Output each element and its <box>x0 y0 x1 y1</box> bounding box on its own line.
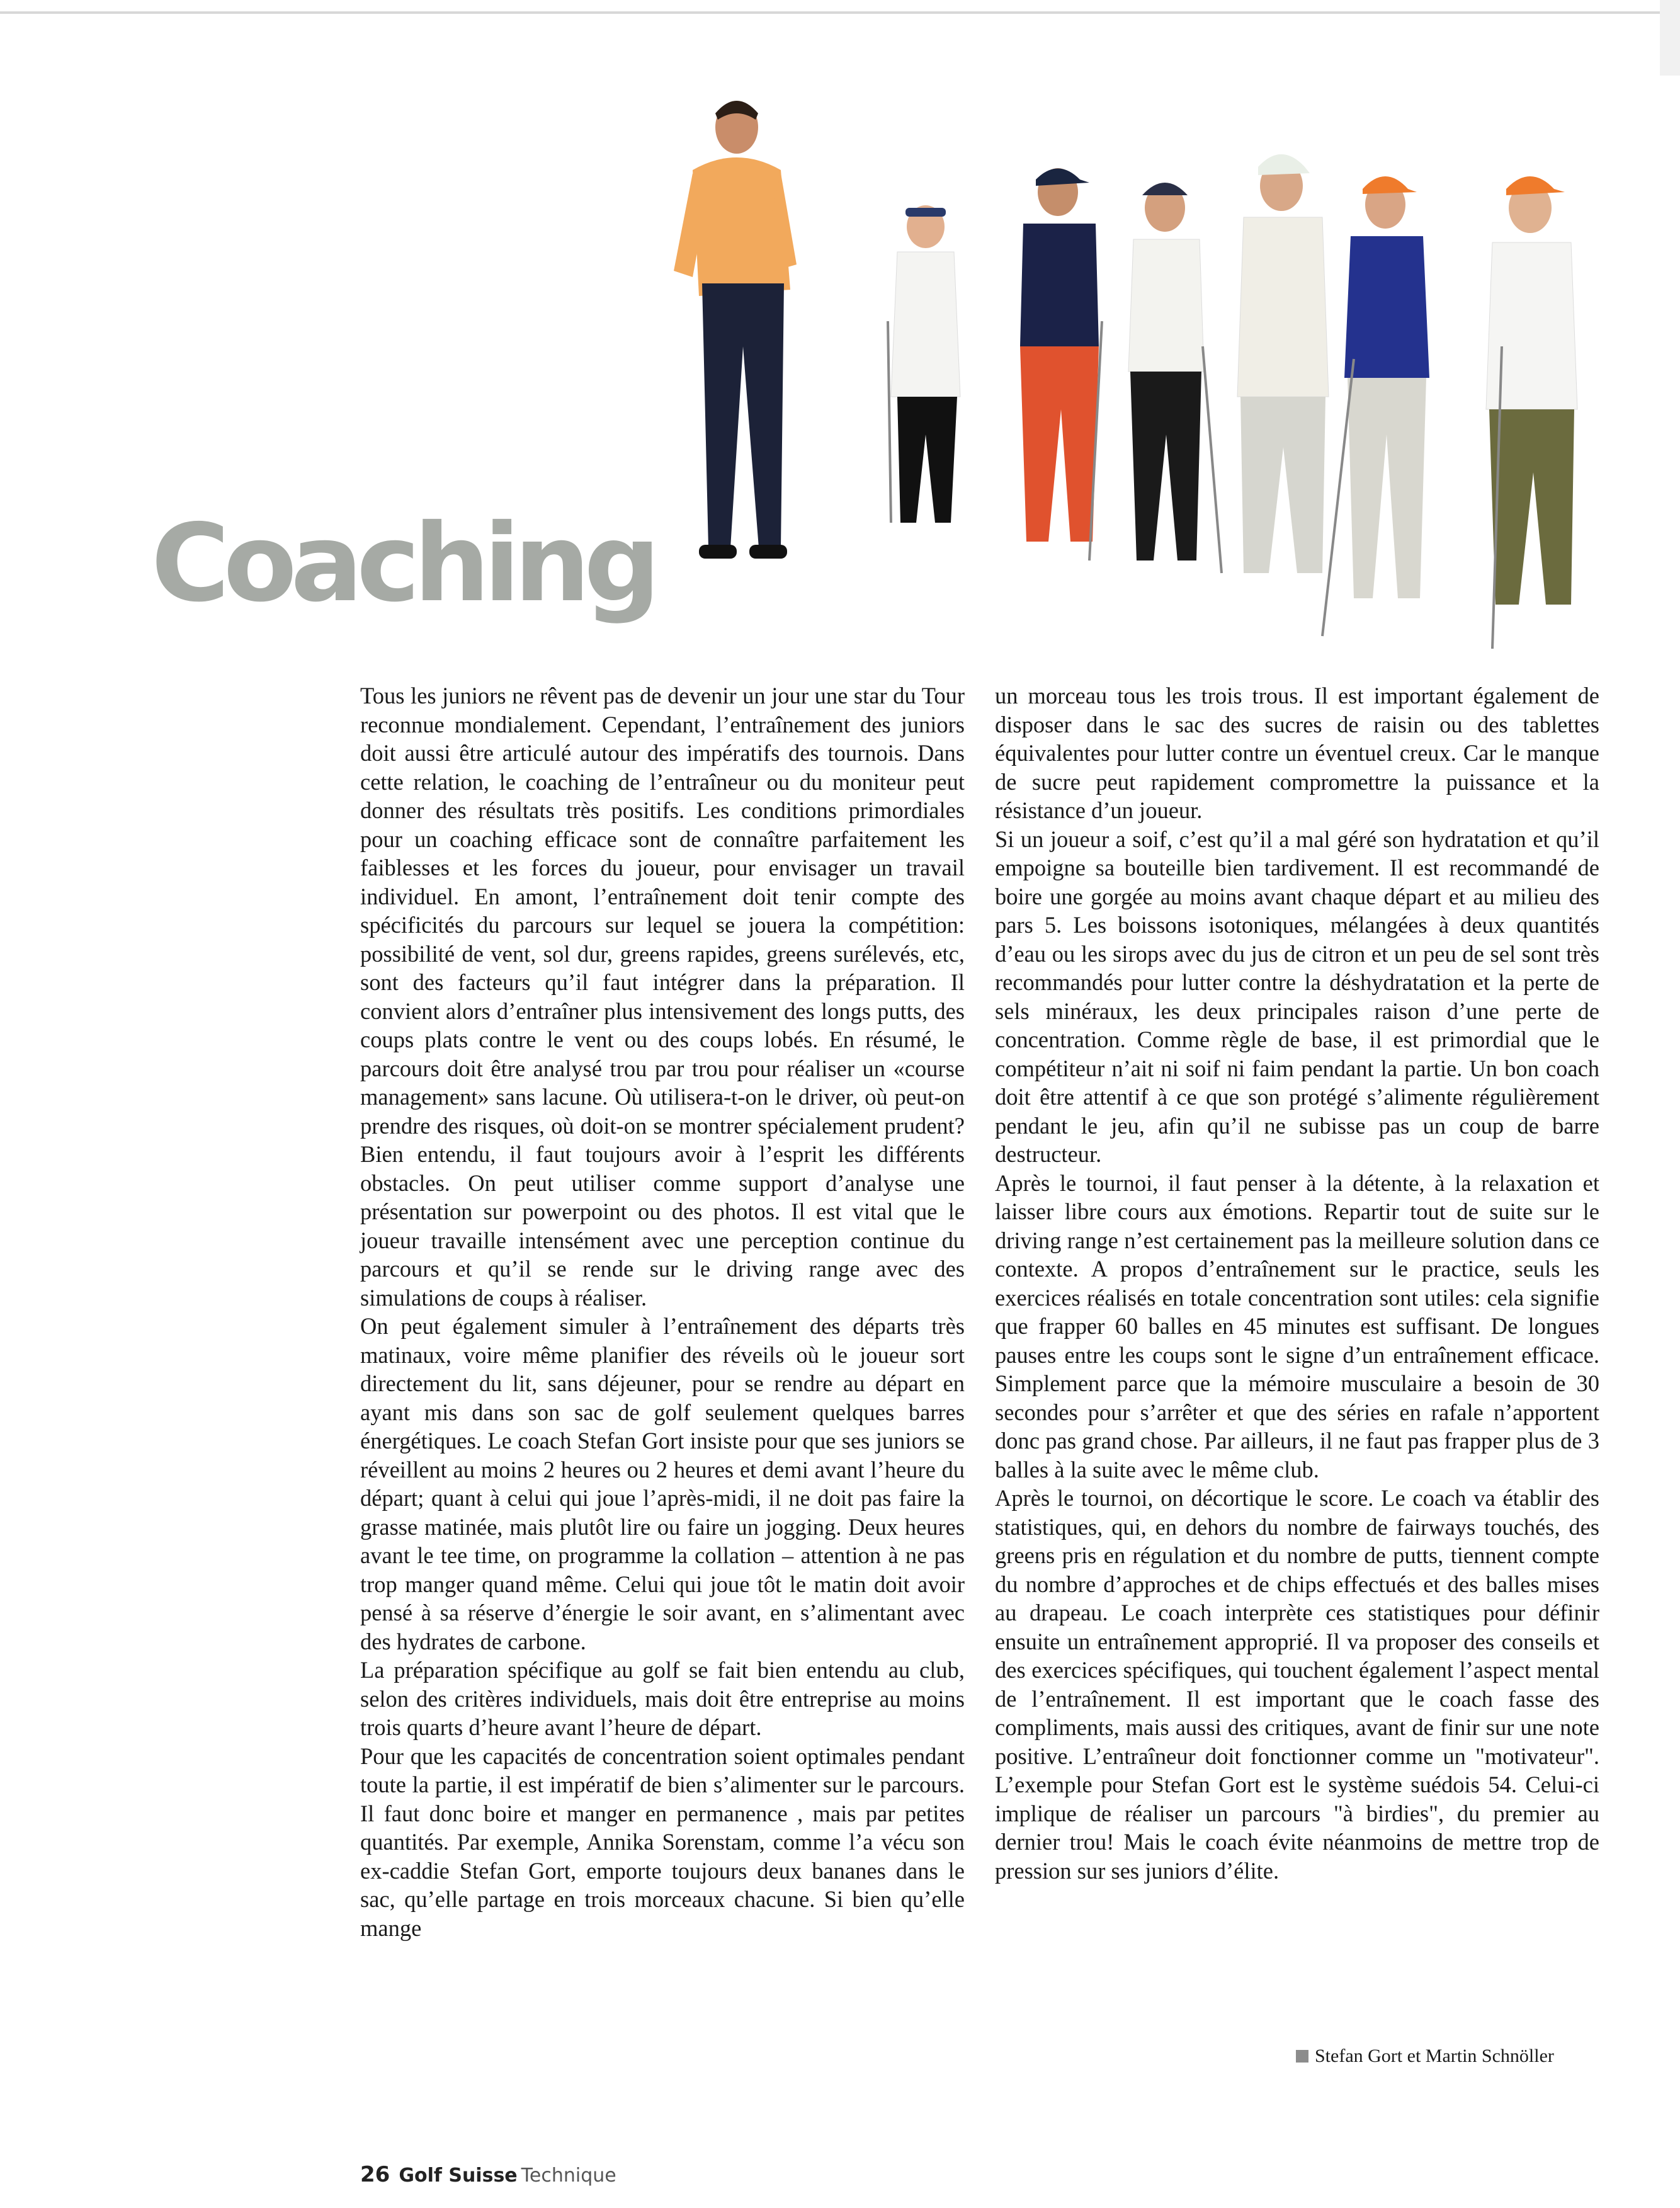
body-paragraph: Pour que les capacités de concentration soient optimales pendant toute la partie, il est impératif de bien s’alimenter sur le parcours. Il faut donc boire et manger en permanence , mais par petites quantités. Par exemple, Annika Sorenstam, comme l’a vécu son ex-caddie Stefan Gort, emporte toujours deux bananes dans le sac, qu’elle partage en trois morceaux chacune. Si bien qu’elle mange <box>360 1743 965 1941</box>
page-edge-mark <box>1660 0 1680 76</box>
byline-text: Stefan Gort et Martin Schnöller <box>1315 2046 1554 2066</box>
page-number: 26 <box>360 2162 390 2187</box>
section-name: Technique <box>521 2165 616 2187</box>
magazine-name: Golf Suisse <box>399 2165 518 2187</box>
junior-figure <box>1128 183 1222 573</box>
body-paragraph: On peut également simuler à l’entraînement des départs très matinaux, voire même planifier des réveils où le joueur sort directement du lit, sans déjeuner, pour se rendre au départ en ayant mis dans son sac de golf seulement quelques barres énergétiques. Le coach Stefan Gort insiste pour que ses juniors se réveillent au moins 2 heures ou 2 heures et demi avant l’heure du départ; quant à celui qui joue l’après-midi, il ne doit pas faire la grasse matinée, mais plutôt lire ou faire un jogging. Deux heures avant le tee time, on programme la collation – attention à ne pas trop manger quand même. Celui qui joue tôt le matin doit avoir pensé à sa réserve d’énergie le soir avant, en s’alimentant avec des hydrates de carbone. <box>360 1313 965 1654</box>
photo-coach-and-juniors <box>655 82 1599 661</box>
body-paragraph: Après le tournoi, on décortique le score. Le coach va établir des statistiques, qui, en dehors du nombre de fairways touchés, des greens pris en régulation et du nombre de putts, tiennent compte du nombre d’approches et de chips effectués et des balles mises au drapeau. Le coach interprète ces statistiques pour définir ensuite un entraînement approprié. Il va proposer des conseils et des exercices spécifiques, qui touchent également l’aspect mental de l’entraînement. Il est important que le coach fasse des compliments, mais aussi des critiques, avant de finir sur une note positive. L’entraîneur doit fonctionner comme un "motivateur". L’exemple pour Stefan Gort est le système suédois 54. Celui-ci implique de réaliser un parcours "à birdies", du premier au dernier trou! Mais le coach évite néanmoins de mettre trop de pression sur ses juniors d’élite. <box>995 1485 1599 1884</box>
body-column-right <box>995 681 1599 1885</box>
junior-figure <box>1237 154 1329 573</box>
junior-figure <box>1020 168 1102 561</box>
junior-figure <box>1322 176 1429 636</box>
top-rule <box>0 11 1680 14</box>
junior-figure <box>888 205 960 523</box>
square-bullet-icon <box>1296 2050 1308 2063</box>
body-paragraph: Tous les juniors ne rêvent pas de devenir un jour une star du Tour reconnue mondialement. Cependant, l’entraînement des juniors doit aussi être articulé autour des impératifs des tournois. Dans cette relation, le coaching de l’entraîneur ou du moniteur peut donner des résultats très positifs. Les conditions primordiales pour un coaching efficace sont de connaître parfaitement les faiblesses et les forces du joueur, pour envisager un travail individuel. En amont, l’entraînement doit tenir compte des spécificités du parcours sur lequel se jouera la compétition: possibilité de vent, sol dur, greens rapides, greens surélevés, etc, sont des facteurs qu’il faut intégrer dans la préparation. Il convient alors d’entraîner plus intensivement des longs putts, des coups plats contre le vent ou des coups lobés. En résumé, le parcours doit être analysé trou par trou pour réaliser un «course management» sans lacune. Où utilisera-t-on le driver, où peut-on prendre des risques, où doit-on se montrer spécialement prudent? Bien entendu, il faut toujours avoir à l’esprit les différents obstacles. On peut utiliser comme support d’analyse une présentation sur powerpoint ou des photos. Il est vital que le joueur travaille intensément avec une perception continue du parcours et qu’il se rende sur le driving range avec des simulations de coups à réaliser. <box>360 683 965 1311</box>
body-paragraph: un morceau tous les trois trous. Il est important également de disposer dans le sac des sucres de raisin ou des tablettes équivalentes pour lutter contre un éventuel creux. Car le manque de sucre peut rapidement compromettre la puissance et la résistance d’un joueur. <box>995 683 1599 823</box>
page-footer <box>360 2162 616 2187</box>
author-byline <box>1296 2046 1554 2067</box>
body-column-left <box>360 681 965 1942</box>
body-paragraph: Après le tournoi, il faut penser à la détente, à la relaxation et laisser libre cours aux émotions. Repartir tout de suite sur le driving range n’est certainement pas la meilleure solution dans ce contexte. A propos d’entraînement sur le practice, seuls les exercices réalisés en totale concentration sont utiles: cela signifie que frapper 60 balles en 45 minutes est suffisant. De longues pauses entre les coups sont le signe d’un entraînement efficace. Simplement parce que la mémoire musculaire a besoin de 30 secondes pour s’arrêter et que des séries en rafale n’apportent donc pas grand chose. Par ailleurs, il ne faut pas frapper plus de 3 balles à la suite avec le même club. <box>995 1169 1599 1482</box>
body-paragraph: Si un joueur a soif, c’est qu’il a mal géré son hydratation et qu’il empoigne sa bouteille bien tardivement. Il est recommandé de boire une gorgée au moins avant chaque départ et au milieu des pars 5. Les boissons isotoniques, mélangées à deux quantités d’eau ou les sirops avec du jus de citron et un peu de sel sont très recommandés pour lutter contre la déshydratation et la perte de sels minéraux, les deux principales raison d’une perte de concentration. Comme règle de base, il est primordial que le compétiteur n’ait ni soif ni faim pendant la partie. Un bon coach doit être attentif à ce que son protégé s’alimente régulièrement pendant le jeu, afin qu’il ne subisse pas un coup de barre destructeur. <box>995 826 1599 1167</box>
article-headline: Coaching <box>151 501 655 626</box>
junior-figure <box>1486 176 1577 649</box>
body-paragraph: La préparation spécifique au golf se fait bien entendu au club, selon des critères individuels, mais doit être entreprise au moins trois quarts d’heure avant l’heure de départ. <box>360 1657 965 1740</box>
coach-figure <box>674 101 797 559</box>
